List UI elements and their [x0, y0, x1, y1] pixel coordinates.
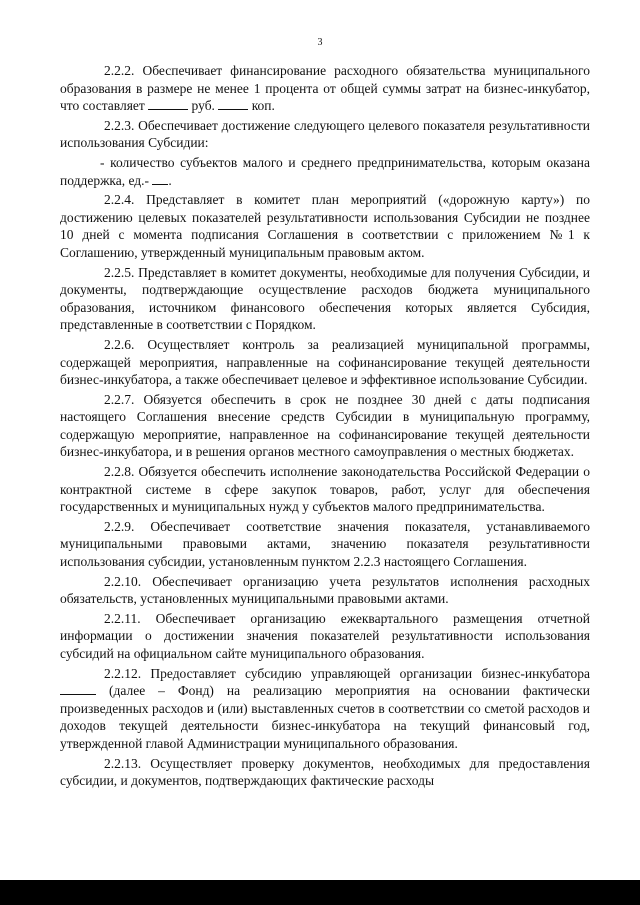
page-number: 3	[317, 37, 323, 48]
clause-2-2-11: 2.2.11. Обеспечивает организацию ежеквартального размещения отчетной информации о достижении значения показателей результативности использования субсидий на официальном сайте муниципального образования.	[60, 610, 590, 661]
clause-2-2-13: 2.2.13. Осуществляет проверку документов, необходимых для предоставления субсидии, и документов, подтверждающих фактические расходы	[60, 755, 590, 789]
clause-2-2-2-rub: руб.	[188, 98, 219, 114]
clause-2-2-9: 2.2.9. Обеспечивает соответствие значения показателя, устанавливаемого муниципальными правовыми актами, значению показателя результативности использования субсидии, установленным пунктом 2.2.3 настоящего Соглашения.	[60, 518, 590, 570]
blank-units-field	[152, 173, 168, 185]
clause-2-2-2-text: 2.2.2. Обеспечивает финансирование расходного обязательства муниципального образования в размере не менее 1 процента от общей суммы затрат на бизнес-инкубатор, что составляет	[60, 63, 590, 114]
clause-2-2-5: 2.2.5. Представляет в комитет документы, необходимые для получения Субсидии, и документы, подтверждающие осуществление расходов бюджета муниципального образования, источником финансового обеспечения которых является Субсидия, представленные в соответствии с Порядком.	[60, 264, 590, 333]
clause-2-2-12-rest: (далее – Фонд) на реализацию мероприятия на основании фактически произведенных расходов и (или) выставленных счетов в соответствии со сметой расходов и доходов текущей деятельности бизнес-инкубатора на текущий финансовый год, утвержденной главой Администрации муниципального образования.	[60, 683, 590, 751]
clause-2-2-6: 2.2.6. Осуществляет контроль за реализацией муниципальной программы, содержащей мероприятия, направленные на софинансирование текущей деятельности бизнес-инкубатора, а также обеспечивает целевое и эффективное использование Субсидии.	[60, 336, 590, 388]
clause-2-2-12-text: 2.2.12. Предоставляет субсидию управляющей организации бизнес-инкубатора	[104, 665, 590, 681]
clause-2-2-2	[60, 62, 590, 115]
document-body	[60, 62, 590, 792]
clause-2-2-8: 2.2.8. Обязуется обеспечить исполнение законодательства Российской Федерации о контрактной системе в сфере закупок товаров, работ, услуг для обеспечения государственных и муниципальных нужд у субъектов малого предпринимательства.	[60, 464, 590, 515]
clause-2-2-7: 2.2.7. Обязуется обеспечить в срок не позднее 30 дней с даты подписания настоящего Соглашения внесение средств Субсидии в муниципальную программу, содержащую мероприятие, направленное на софинансирование текущей деятельности бизнес-инкубатора, и в решения органов местного самоуправления о местных бюджетах.	[60, 391, 590, 460]
clause-2-2-4: 2.2.4. Представляет в комитет план мероприятий («дорожную карту») по достижению целевых показателей результативности использования Субсидии не позднее 10 дней с момента подписания Соглашения в соответствии с приложением №1 к Соглашению, утвержденный муниципальным правовым актом.	[60, 192, 590, 260]
clause-2-2-3-item-text: - количество субъектов малого и среднего предпринимательства, которым оказана поддержка, ед.-	[60, 154, 590, 188]
blank-kop-field	[218, 98, 248, 110]
blank-rub-field	[148, 98, 188, 110]
blank-incubator-name-field	[60, 683, 96, 695]
clause-2-2-12	[60, 665, 590, 753]
clause-2-2-3-item	[60, 154, 590, 189]
clause-2-2-3-item-end: .	[168, 172, 172, 188]
clause-2-2-2-kop: коп.	[248, 98, 275, 114]
scan-border	[0, 880, 640, 905]
clause-2-2-3: 2.2.3. Обеспечивает достижение следующего целевого показателя результативности использования Субсидии:	[60, 117, 590, 151]
clause-2-2-10: 2.2.10. Обеспечивает организацию учета результатов исполнения расходных обязательств, установленных муниципальными правовыми актами.	[60, 573, 590, 607]
